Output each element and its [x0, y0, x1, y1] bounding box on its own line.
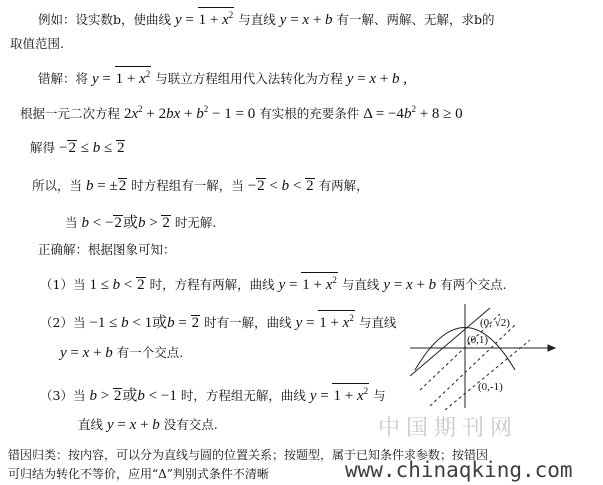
watermark-cn: 中国期刊网	[378, 416, 519, 441]
example-line-2: 取值范围.	[10, 36, 64, 51]
label-sqrt2-point: (0, √2)	[480, 317, 510, 329]
line-4	[445, 340, 530, 410]
correct-case-2-cont: y = x + b 有一个交点.	[60, 345, 184, 361]
wrong-solution-line-5: 当 b < −2或b > 2 时无解.	[65, 215, 217, 231]
wrong-solution-line-2: 根据一元二次方程 $2x^2 + 2bx + b^2 - 1 = 0$ 有实根的充要条件 $\Delta = -4b^2 + 8 \ge 0$	[20, 104, 463, 122]
wrong-solution-line-3: 解得 −2 ≤ b ≤ 2	[30, 140, 125, 156]
correct-case-3: （3）当 b > 2或b < −1 时，方程组无解，曲线 $y = 1 + x^2$ 与	[40, 383, 386, 405]
label-point-0-neg1: (0,-1)	[478, 381, 503, 393]
example-line-1: 例如：设实数b，使曲线 $y = 1 + x^2$ 与直线 y = x + b 有一解、两解、无解，求b的	[38, 7, 495, 29]
correct-solution-heading: 正确解：根据图象可知：	[38, 242, 176, 257]
curve-line-diagram	[410, 300, 560, 410]
wrong-solution-line-1: 错解：将 $y = 1 + x^2$ 与联立方程组用代入法转化为方程 y = x + b ,	[38, 66, 407, 88]
watermark-url: www.chinaqking.com	[345, 458, 573, 482]
wrong-solution-line-4: 所以，当 b = ±2 时方程组有一解，当 −2 < b < 2 有两解，	[32, 178, 369, 194]
x-axis-arrow-icon	[548, 345, 555, 351]
label-point-0-1: (0,1)	[467, 334, 489, 346]
error-classification-line-2: 可归结为转化不等价，应用“Δ”判别式条件不清晰	[8, 467, 269, 481]
correct-case-2: （2）当 −1 ≤ b < 1或b = 2 时有一解，曲线 $y = 1 + x^2$ 与直线	[40, 310, 396, 332]
correct-case-1: （1）当 1 ≤ b < 2 时，方程有两解，曲线 $y = 1 + x^2$ 与直线 y = x + b 有两个交点.	[40, 272, 507, 294]
error-classification-line-1: 错因归类：按内容，可以分为直线与圆的位置关系；按题型，属于已知条件求参数；按错因	[8, 448, 489, 462]
correct-case-3-cont: 直线 y = x + b 没有交点.	[78, 417, 218, 433]
